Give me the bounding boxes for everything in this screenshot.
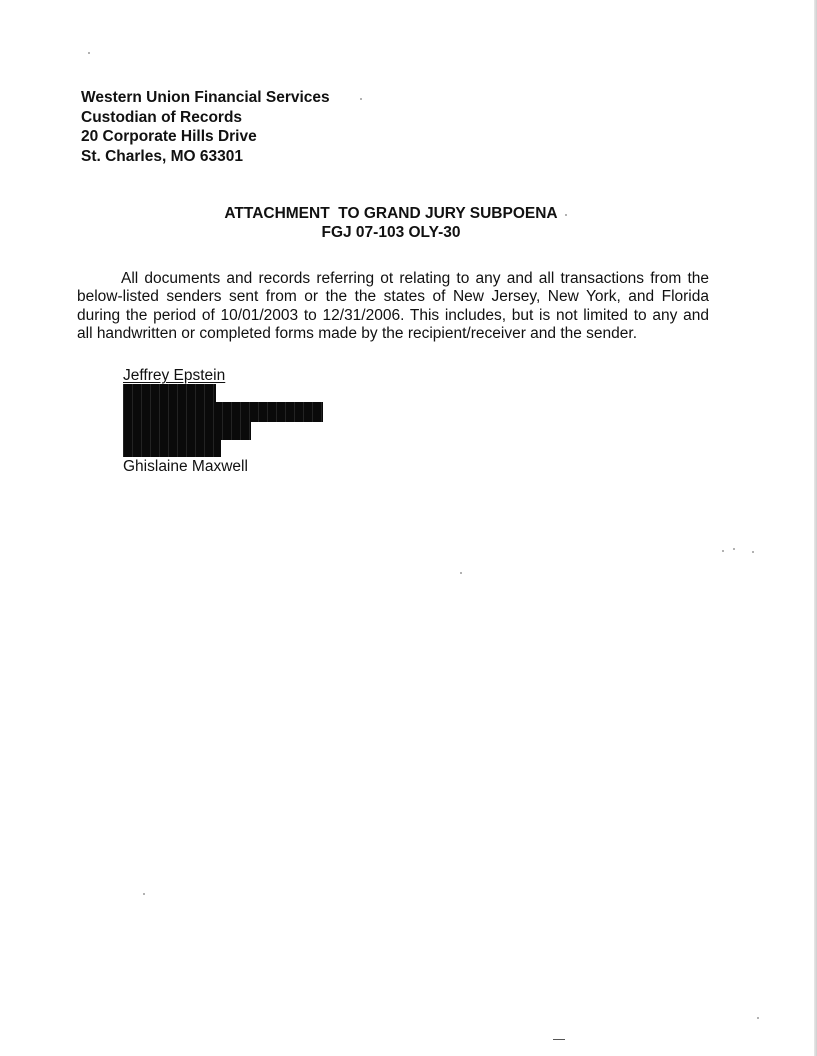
scan-speck — [757, 1017, 759, 1019]
sender-name-first: Jeffrey Epstein — [123, 367, 226, 384]
scan-speck — [722, 550, 724, 552]
recipient-address — [81, 88, 330, 166]
request-paragraph — [77, 270, 709, 343]
scan-speck — [143, 893, 145, 895]
scan-mark — [553, 1039, 565, 1040]
paragraph-line-1: All documents and records referring ot relating to any and all transactions from the — [121, 270, 709, 287]
scan-speck — [88, 52, 90, 54]
scan-speck — [733, 548, 735, 550]
scan-speck — [565, 214, 567, 216]
paragraph-line-4: all handwritten or completed forms made by the recipient/receiver and the sender. — [77, 324, 638, 342]
recipient-department: Custodian of Records — [81, 108, 243, 126]
document-title: ATTACHMENT TO GRAND JURY SUBPOENA — [224, 205, 558, 222]
paragraph-line-2: below-listed senders sent from or the the states of New Jersey, New York, and Florida — [77, 288, 709, 306]
scan-speck — [460, 572, 462, 574]
case-number: FGJ 07-103 OLY-30 — [321, 224, 461, 241]
paragraph-line-3: during the period of 10/01/2003 to 12/31/2006. This includes, but is not limited to any and — [77, 306, 709, 324]
scan-speck — [752, 551, 754, 553]
sender-list — [123, 366, 225, 385]
recipient-city: St. Charles, MO 63301 — [81, 147, 243, 165]
recipient-company: Western Union Financial Services — [81, 89, 330, 106]
redaction-texture — [123, 384, 323, 457]
sender-name-last: Ghislaine Maxwell — [123, 458, 248, 475]
scan-speck — [360, 98, 362, 100]
recipient-street: 20 Corporate Hills Drive — [81, 128, 257, 145]
